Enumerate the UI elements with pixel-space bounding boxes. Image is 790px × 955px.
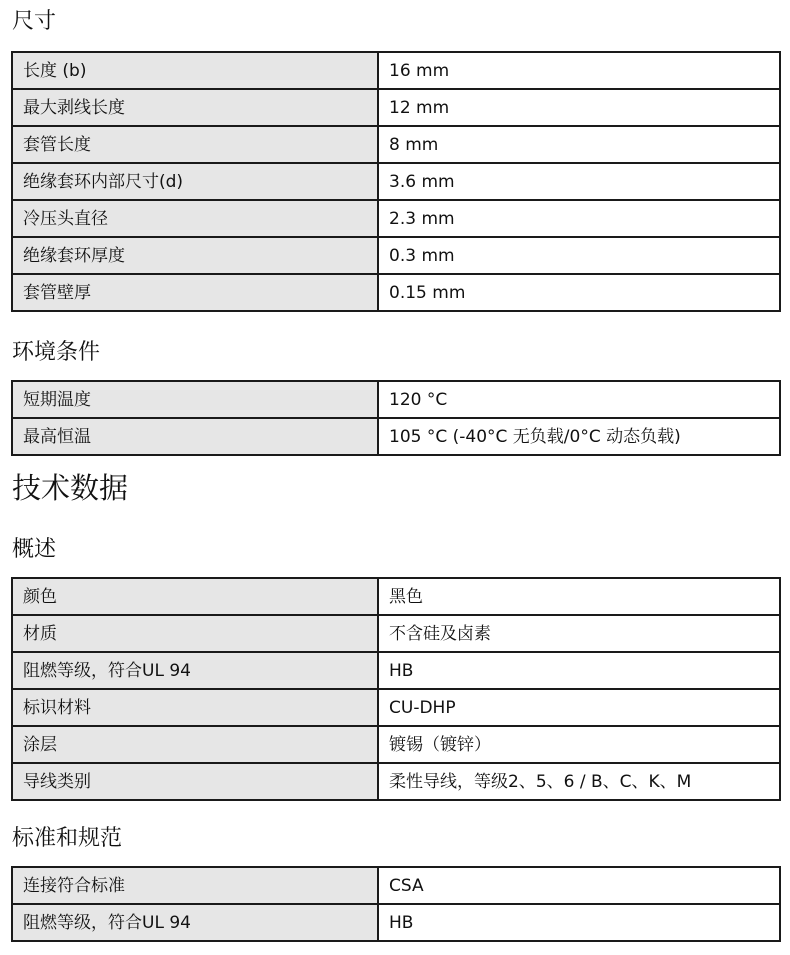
row-value: 12 mm bbox=[378, 89, 780, 126]
table-row bbox=[12, 867, 780, 904]
row-label: 套管壁厚 bbox=[12, 274, 378, 311]
row-value: 3.6 mm bbox=[378, 163, 780, 200]
row-label: 阻燃等级，符合UL 94 bbox=[12, 904, 378, 941]
table-row bbox=[12, 652, 780, 689]
table-row bbox=[12, 418, 780, 455]
row-label: 冷压头直径 bbox=[12, 200, 378, 237]
row-value: 镀锡（镀锌） bbox=[378, 726, 780, 763]
row-value: 柔性导线，等级2、5、6 / B、C、K、M bbox=[378, 763, 780, 800]
row-label: 绝缘套环厚度 bbox=[12, 237, 378, 274]
environment-table bbox=[11, 380, 781, 456]
row-label: 涂层 bbox=[12, 726, 378, 763]
section-title-overview: 概述 bbox=[12, 537, 57, 562]
table-row bbox=[12, 904, 780, 941]
row-label: 阻燃等级，符合UL 94 bbox=[12, 652, 378, 689]
overview-table bbox=[11, 577, 781, 801]
table-row bbox=[12, 237, 780, 274]
row-label: 颜色 bbox=[12, 578, 378, 615]
row-value: CSA bbox=[378, 867, 780, 904]
table-row bbox=[12, 578, 780, 615]
row-value: 16 mm bbox=[378, 52, 780, 89]
table-row bbox=[12, 381, 780, 418]
row-label: 连接符合标准 bbox=[12, 867, 378, 904]
standards-table bbox=[11, 866, 781, 942]
table-row bbox=[12, 52, 780, 89]
table-row bbox=[12, 89, 780, 126]
table-row bbox=[12, 763, 780, 800]
row-value: 105 °C (-40°C 无负载/0°C 动态负载) bbox=[378, 418, 780, 455]
row-value: 120 °C bbox=[378, 381, 780, 418]
table-row bbox=[12, 126, 780, 163]
row-label: 绝缘套环内部尺寸(d) bbox=[12, 163, 378, 200]
row-value: HB bbox=[378, 652, 780, 689]
table-row bbox=[12, 726, 780, 763]
table-row bbox=[12, 689, 780, 726]
page-title-technical-data: 技术数据 bbox=[12, 471, 129, 505]
row-label: 最大剥线长度 bbox=[12, 89, 378, 126]
row-label: 短期温度 bbox=[12, 381, 378, 418]
row-value: 0.3 mm bbox=[378, 237, 780, 274]
row-value: 不含硅及卤素 bbox=[378, 615, 780, 652]
row-value: 2.3 mm bbox=[378, 200, 780, 237]
row-label: 导线类别 bbox=[12, 763, 378, 800]
table-row bbox=[12, 163, 780, 200]
dimensions-table bbox=[11, 51, 781, 312]
table-row bbox=[12, 615, 780, 652]
row-label: 最高恒温 bbox=[12, 418, 378, 455]
row-label: 长度 (b) bbox=[12, 52, 378, 89]
row-label: 材质 bbox=[12, 615, 378, 652]
row-value: 0.15 mm bbox=[378, 274, 780, 311]
table-row bbox=[12, 200, 780, 237]
section-title-dimensions: 尺寸 bbox=[12, 9, 57, 34]
row-label: 套管长度 bbox=[12, 126, 378, 163]
table-row bbox=[12, 274, 780, 311]
row-value: CU-DHP bbox=[378, 689, 780, 726]
section-title-environment: 环境条件 bbox=[12, 340, 101, 365]
row-value: HB bbox=[378, 904, 780, 941]
row-value: 8 mm bbox=[378, 126, 780, 163]
row-value: 黑色 bbox=[378, 578, 780, 615]
section-title-standards: 标准和规范 bbox=[12, 826, 123, 851]
row-label: 标识材料 bbox=[12, 689, 378, 726]
